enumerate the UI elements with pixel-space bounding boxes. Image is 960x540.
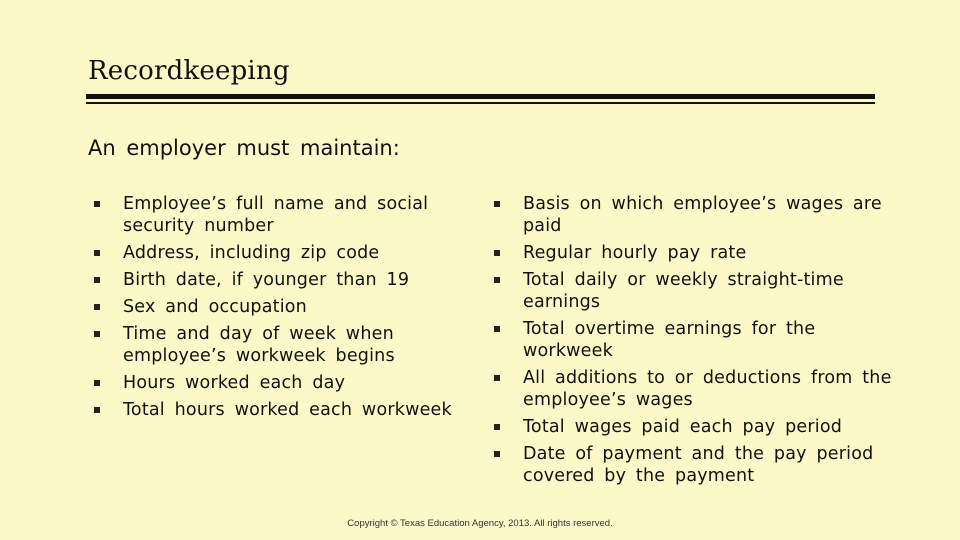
square-bullet-icon (94, 331, 100, 337)
list-item-text: All additions to or deductions from the employee’s wages (523, 368, 892, 410)
square-bullet-icon (494, 326, 500, 332)
title-divider-thin (86, 102, 875, 104)
square-bullet-icon (494, 375, 500, 381)
square-bullet-icon (494, 277, 500, 283)
list-item-text: Date of payment and the pay period covered by the payment (523, 444, 874, 486)
list-item (488, 443, 893, 487)
square-bullet-icon (94, 250, 100, 256)
right-bullet-list (488, 193, 893, 492)
list-item-text: Birth date, if younger than 19 (123, 270, 410, 290)
list-item (488, 242, 893, 264)
square-bullet-icon (494, 201, 500, 207)
list-item-text: Total daily or weekly straight-time earnings (523, 270, 844, 312)
title-divider-thick (86, 94, 875, 99)
list-item-text: Sex and occupation (123, 297, 307, 317)
list-item-text: Basis on which employee’s wages are paid (523, 194, 882, 236)
square-bullet-icon (94, 201, 100, 207)
list-item-text: Time and day of week when employee’s workweek begins (123, 324, 395, 366)
list-item (88, 242, 468, 264)
list-item (488, 416, 893, 438)
list-item (88, 323, 468, 367)
list-item-text: Total wages paid each pay period (523, 417, 843, 437)
list-item (88, 269, 468, 291)
square-bullet-icon (494, 424, 500, 430)
list-item (88, 372, 468, 394)
list-item (88, 193, 468, 237)
square-bullet-icon (94, 277, 100, 283)
square-bullet-icon (494, 250, 500, 256)
square-bullet-icon (94, 304, 100, 310)
list-item (488, 193, 893, 237)
square-bullet-icon (94, 380, 100, 386)
list-item (88, 399, 468, 421)
list-item (488, 269, 893, 313)
list-item-text: Address, including zip code (123, 243, 380, 263)
slide-title: Recordkeeping (88, 56, 290, 86)
list-item-text: Total overtime earnings for the workweek (523, 319, 816, 361)
list-item (88, 296, 468, 318)
copyright-footer: Copyright © Texas Education Agency, 2013. All rights reserved. (347, 518, 613, 529)
list-item-text: Regular hourly pay rate (523, 243, 747, 263)
list-item (488, 367, 893, 411)
list-item-text: Total hours worked each workweek (123, 400, 452, 420)
square-bullet-icon (94, 407, 100, 413)
list-item-text: Employee’s full name and social security number (123, 194, 429, 236)
slide-subtitle: An employer must maintain: (88, 136, 400, 160)
left-bullet-list (88, 193, 468, 426)
list-item-text: Hours worked each day (123, 373, 346, 393)
list-item (488, 318, 893, 362)
square-bullet-icon (494, 451, 500, 457)
